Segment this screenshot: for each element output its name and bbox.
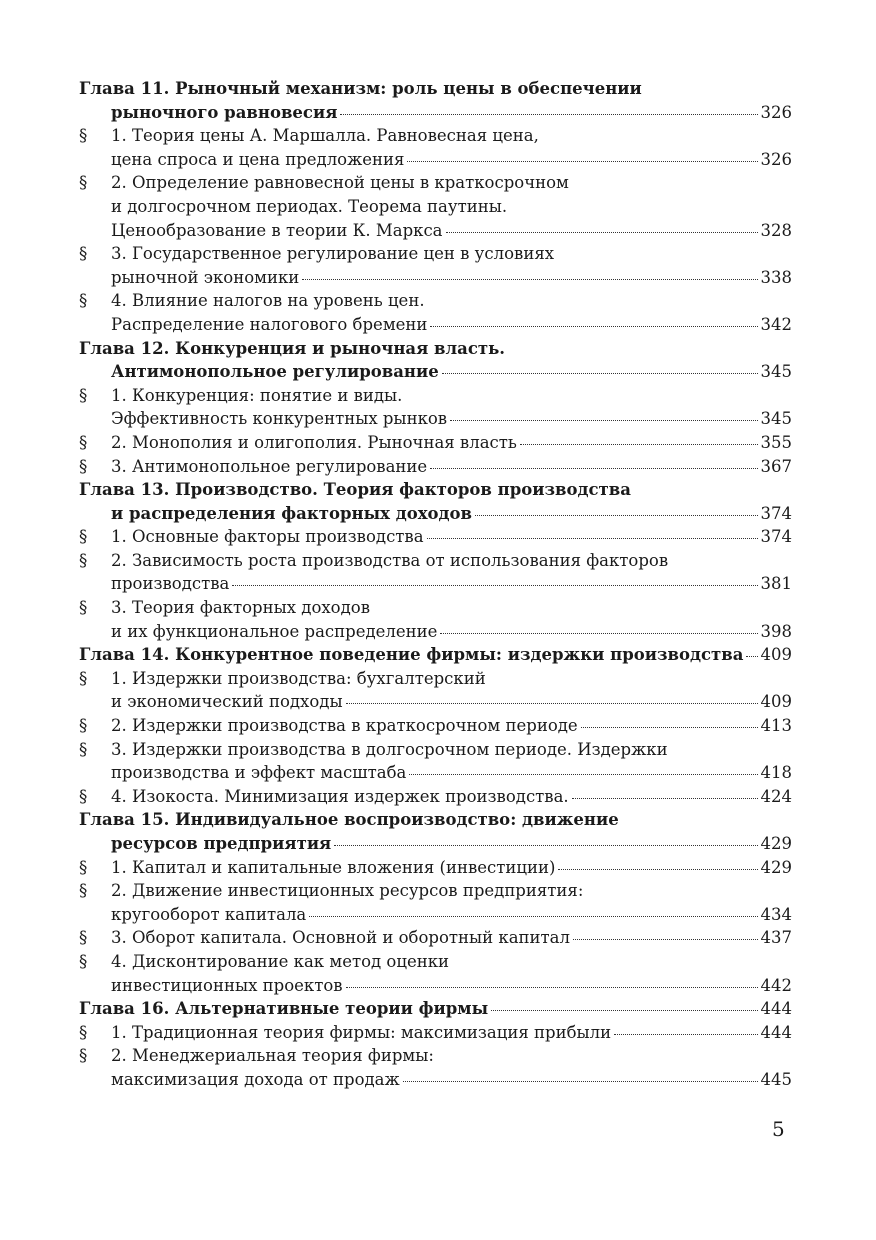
toc-page-number: 381 (760, 574, 792, 594)
section-mark (79, 926, 111, 950)
toc-line (79, 478, 792, 502)
section-symbol: § (79, 244, 88, 264)
toc-chapter-entry (79, 808, 792, 855)
dot-leader (475, 515, 757, 516)
toc-line (79, 525, 792, 549)
toc-chapter-entry (79, 643, 792, 667)
toc-line (79, 974, 792, 998)
section-mark (79, 431, 111, 455)
chapter-title-line: Глава 14. Конкурентное поведение фирмы: издержки производства (79, 645, 744, 665)
toc-section-entry (79, 926, 792, 950)
section-mark (79, 384, 111, 408)
section-title-line: Государственное регулирование цен в условиях (132, 244, 555, 264)
section-symbol: § (79, 668, 88, 688)
toc-section-entry (79, 289, 792, 336)
toc-line (79, 148, 792, 172)
section-symbol: § (79, 126, 88, 146)
section-symbol: § (79, 1046, 88, 1066)
toc-line (79, 242, 792, 266)
toc-line (79, 502, 792, 526)
toc-line (79, 596, 792, 620)
section-title-line: Дисконтирование как метод оценки (132, 951, 450, 971)
section-number: 1. (111, 126, 127, 146)
section-mark (79, 1021, 111, 1045)
section-symbol: § (79, 432, 88, 452)
section-title-line: производства и эффект масштаба (111, 763, 407, 783)
section-number: 4. (111, 951, 127, 971)
toc-section-entry (79, 950, 792, 997)
toc-section-entry (79, 384, 792, 431)
section-symbol: § (79, 550, 88, 570)
section-symbol: § (79, 598, 88, 618)
toc-line (79, 455, 792, 479)
section-mark (79, 525, 111, 549)
section-title-line: цена спроса и цена предложения (111, 149, 405, 169)
section-symbol: § (79, 786, 88, 806)
section-symbol: § (79, 928, 88, 948)
section-title-line: Издержки производства: бухгалтерский (132, 668, 486, 688)
dot-leader (746, 656, 757, 657)
dot-leader (409, 774, 757, 775)
dot-leader (572, 798, 758, 799)
toc-line (79, 761, 792, 785)
section-mark (79, 242, 111, 266)
toc-line (79, 690, 792, 714)
chapter-title-line: Глава 15. Индивидуальное воспроизводство: движение (79, 810, 619, 830)
toc-page-number: 398 (760, 621, 792, 641)
section-number: 1. (111, 527, 127, 547)
section-title-line: Ценообразование в теории К. Маркса (111, 220, 443, 240)
section-title-line: и долгосрочном периодах. Теорема паутины. (111, 196, 508, 216)
toc-section-entry (79, 124, 792, 171)
toc-section-entry (79, 738, 792, 785)
toc-page-number: 338 (760, 267, 792, 287)
section-symbol: § (79, 527, 88, 547)
dot-leader (346, 703, 758, 704)
section-title-line: Определение равновесной цены в краткосрочном (132, 173, 569, 193)
section-symbol: § (79, 1022, 88, 1042)
toc-section-entry (79, 714, 792, 738)
dot-leader (403, 1081, 758, 1082)
toc-chapter-entry (79, 997, 792, 1021)
chapter-title-line: Глава 16. Альтернативные теории фирмы (79, 999, 489, 1019)
toc-page-number: 409 (760, 692, 792, 712)
toc-line (79, 289, 792, 313)
toc-page-number: 326 (760, 102, 792, 122)
section-mark (79, 950, 111, 974)
toc-line (79, 77, 792, 101)
section-title-line: инвестиционных проектов (111, 975, 343, 995)
section-symbol: § (79, 291, 88, 311)
toc-line (79, 997, 792, 1021)
section-title-line: Издержки производства в краткосрочном периоде (132, 716, 578, 736)
chapter-title-line: ресурсов предприятия (111, 834, 332, 853)
toc-line (79, 643, 792, 667)
dot-leader (614, 1034, 757, 1035)
section-title-line: Распределение налогового бремени (111, 314, 428, 334)
dot-leader (346, 987, 758, 988)
toc-line (79, 431, 792, 455)
section-number: 3. (111, 598, 127, 618)
section-title-line: Теория цены А. Маршалла. Равновесная цена, (132, 126, 539, 146)
section-mark (79, 124, 111, 148)
dot-leader (309, 916, 757, 917)
section-symbol: § (79, 881, 88, 901)
section-number: 3. (111, 456, 127, 476)
chapter-title-line: Глава 13. Производство. Теория факторов производства (79, 480, 631, 500)
toc-page-number: 374 (760, 527, 792, 547)
section-symbol: § (79, 716, 88, 736)
section-mark (79, 785, 111, 809)
toc-chapter-entry (79, 77, 792, 124)
toc-section-entry (79, 1021, 792, 1045)
chapter-title-line: Антимонопольное регулирование (111, 362, 439, 382)
toc-section-entry (79, 525, 792, 549)
dot-leader (558, 869, 757, 870)
dot-leader (334, 845, 757, 846)
section-title-line: Конкуренция: понятие и виды. (132, 385, 403, 405)
chapter-title-line: Глава 12. Конкуренция и рыночная власть. (79, 338, 506, 358)
toc-section-entry (79, 242, 792, 289)
section-mark (79, 714, 111, 738)
toc-line (79, 384, 792, 408)
toc-page-number: 345 (760, 409, 792, 429)
toc-section-entry (79, 879, 792, 926)
toc-line (79, 407, 792, 431)
dot-leader (440, 633, 757, 634)
section-title-line: Изокоста. Минимизация издержек производства. (132, 786, 569, 806)
toc-line (79, 549, 792, 573)
table-of-contents (79, 77, 792, 1092)
section-title-line: Влияние налогов на уровень цен. (132, 291, 425, 311)
section-mark (79, 171, 111, 195)
section-mark (79, 879, 111, 903)
toc-section-entry (79, 785, 792, 809)
dot-leader (232, 585, 757, 586)
dot-leader (430, 468, 757, 469)
section-title-line: и экономический подходы (111, 692, 343, 712)
toc-line (79, 195, 792, 219)
section-number: 4. (111, 786, 127, 806)
toc-line (79, 950, 792, 974)
section-mark (79, 596, 111, 620)
toc-line (79, 808, 792, 832)
toc-line (79, 738, 792, 762)
section-title-line: Эффективность конкурентных рынков (111, 409, 448, 429)
section-number: 2. (111, 716, 127, 736)
section-number: 1. (111, 668, 127, 688)
dot-leader (520, 444, 758, 445)
section-title-line: Оборот капитала. Основной и оборотный капитал (132, 928, 570, 948)
toc-line (79, 620, 792, 644)
toc-page-number: 413 (760, 716, 792, 736)
section-mark (79, 738, 111, 762)
section-number: 2. (111, 432, 127, 452)
toc-page-number: 437 (760, 928, 792, 948)
section-mark (79, 1044, 111, 1068)
section-title-line: Издержки производства в долгосрочном периоде. Издержки (132, 739, 668, 759)
section-title-line: производства (111, 574, 230, 594)
toc-line (79, 1068, 792, 1092)
toc-page-number: 345 (760, 362, 792, 382)
toc-line (79, 903, 792, 927)
toc-line (79, 667, 792, 691)
section-number: 2. (111, 1046, 127, 1066)
section-symbol: § (79, 951, 88, 971)
section-title-line: кругооборот капитала (111, 904, 307, 924)
toc-section-entry (79, 455, 792, 479)
section-symbol: § (79, 385, 88, 405)
section-mark (79, 289, 111, 313)
dot-leader (340, 114, 757, 115)
section-number: 2. (111, 550, 127, 570)
section-symbol: § (79, 739, 88, 759)
toc-chapter-entry (79, 478, 792, 525)
toc-line (79, 171, 792, 195)
toc-line (79, 360, 792, 384)
toc-chapter-entry (79, 337, 792, 384)
section-number: 1. (111, 385, 127, 405)
section-title-line: максимизация дохода от продаж (111, 1069, 400, 1089)
toc-section-entry (79, 549, 792, 596)
toc-line (79, 714, 792, 738)
dot-leader (302, 279, 757, 280)
section-number: 3. (111, 739, 127, 759)
dot-leader (442, 373, 758, 374)
toc-page-number: 444 (760, 999, 792, 1019)
dot-leader (427, 538, 758, 539)
section-symbol: § (79, 456, 88, 476)
toc-line (79, 337, 792, 361)
section-number: 3. (111, 928, 127, 948)
section-symbol: § (79, 857, 88, 877)
toc-line (79, 266, 792, 290)
section-title-line: Менеджериальная теория фирмы: (132, 1046, 434, 1066)
toc-line (79, 219, 792, 243)
toc-page-number: 444 (760, 1022, 792, 1042)
dot-leader (581, 727, 758, 728)
toc-page-number: 424 (760, 786, 792, 806)
toc-page-number: 445 (760, 1069, 792, 1089)
toc-page-number: 367 (760, 456, 792, 476)
toc-page-number: 342 (760, 314, 792, 334)
section-mark (79, 549, 111, 573)
dot-leader (491, 1010, 757, 1011)
toc-line (79, 926, 792, 950)
toc-section-entry (79, 667, 792, 714)
chapter-title-line: Глава 11. Рыночный механизм: роль цены в обеспечении (79, 79, 642, 98)
toc-line (79, 572, 792, 596)
dot-leader (430, 326, 757, 327)
section-number: 1. (111, 1022, 127, 1042)
section-title-line: рыночной экономики (111, 267, 300, 287)
section-number: 4. (111, 291, 127, 311)
toc-page-number: 409 (760, 645, 792, 665)
section-title-line: Зависимость роста производства от использования факторов (132, 550, 669, 570)
toc-page-number: 328 (760, 220, 792, 240)
dot-leader (573, 939, 758, 940)
section-title-line: Основные факторы производства (132, 527, 424, 547)
toc-section-entry (79, 171, 792, 242)
toc-section-entry (79, 856, 792, 880)
section-title-line: Капитал и капитальные вложения (инвестиции) (132, 857, 556, 877)
toc-page-number: 374 (760, 503, 792, 523)
section-title-line: Движение инвестиционных ресурсов предприятия: (132, 881, 584, 901)
section-mark (79, 856, 111, 880)
toc-line (79, 785, 792, 809)
toc-page-number: 429 (760, 834, 792, 853)
toc-page-number: 434 (760, 904, 792, 924)
toc-line (79, 101, 792, 125)
section-number: 2. (111, 881, 127, 901)
section-number: 1. (111, 857, 127, 877)
dot-leader (450, 420, 757, 421)
toc-page-number: 355 (760, 432, 792, 452)
section-mark (79, 455, 111, 479)
toc-page-number: 418 (760, 763, 792, 783)
toc-line (79, 1021, 792, 1045)
section-title-line: Монополия и олигополия. Рыночная власть (132, 432, 517, 452)
section-title-line: Антимонопольное регулирование (132, 456, 428, 476)
chapter-title-line: и распределения факторных доходов (111, 503, 473, 523)
toc-line (79, 124, 792, 148)
dot-leader (407, 161, 757, 162)
toc-section-entry (79, 431, 792, 455)
section-number: 2. (111, 173, 127, 193)
section-title-line: Традиционная теория фирмы: максимизация прибыли (132, 1022, 612, 1042)
toc-line (79, 856, 792, 880)
toc-page-number: 429 (760, 857, 792, 877)
toc-line (79, 832, 792, 856)
toc-page-number: 442 (760, 975, 792, 995)
toc-page-number: 326 (760, 149, 792, 169)
chapter-title-line: рыночного равновесия (111, 102, 338, 122)
section-number: 3. (111, 244, 127, 264)
section-mark (79, 667, 111, 691)
toc-section-entry (79, 596, 792, 643)
section-title-line: Теория факторных доходов (132, 598, 371, 618)
toc-section-entry (79, 1044, 792, 1091)
dot-leader (446, 232, 758, 233)
toc-line (79, 313, 792, 337)
toc-line (79, 879, 792, 903)
page-number-folio: 5 (772, 1117, 785, 1141)
section-symbol: § (79, 173, 88, 193)
section-title-line: и их функциональное распределение (111, 621, 438, 641)
toc-line (79, 1044, 792, 1068)
